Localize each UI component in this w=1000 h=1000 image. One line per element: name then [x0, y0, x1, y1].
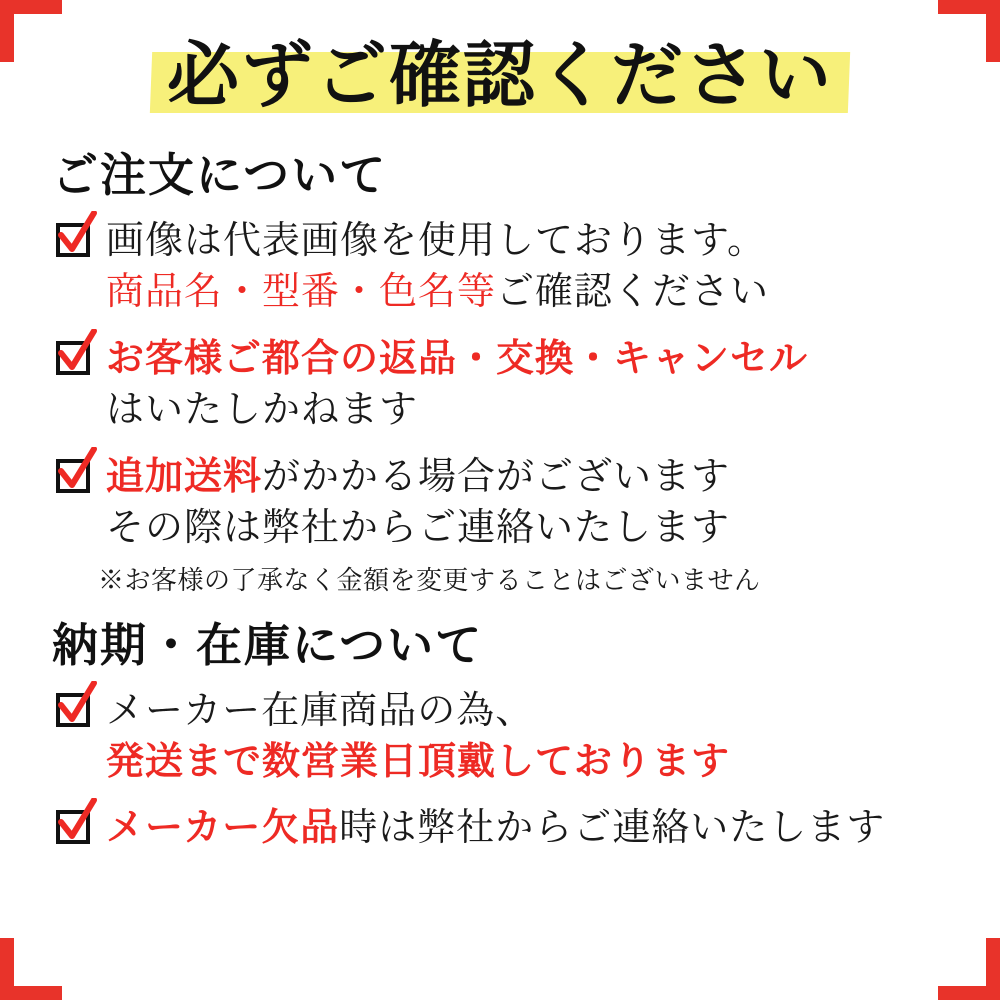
- emphasis-text: 商品名・型番・色名等: [106, 269, 497, 314]
- list-item: [52, 802, 956, 853]
- sections-root: [44, 139, 956, 853]
- item-text-line: [106, 215, 956, 266]
- item-text-line: [106, 451, 956, 502]
- body-text: その際は弊社からご連絡いたします: [106, 504, 731, 549]
- section-heading: 納期・在庫について: [52, 617, 484, 672]
- emphasis-text: 追加送料: [106, 453, 263, 499]
- body-text: メーカー在庫商品の為、: [106, 687, 535, 732]
- emphasis-text: メーカー欠品: [106, 804, 340, 850]
- section-heading: ご注文について: [52, 148, 388, 203]
- item-text-line: [106, 384, 956, 435]
- checkbox-checked-icon: [52, 804, 96, 848]
- body-text: 時は弊社からご連絡いたします: [339, 805, 886, 850]
- item-text-line: [106, 685, 956, 736]
- body-text: ご確認ください: [496, 269, 770, 314]
- page-title-text: 必ずご確認ください: [166, 32, 833, 117]
- item-text-line: [106, 333, 956, 384]
- notice-section: [44, 139, 956, 598]
- body-text: 画像は代表画像を使用しております。: [106, 218, 766, 263]
- page-title: [145, 34, 855, 117]
- item-text-block: [106, 333, 956, 435]
- checkbox-checked-icon: [52, 217, 96, 261]
- list-item: [52, 685, 956, 787]
- item-text-line: [106, 736, 956, 787]
- item-text-line: [106, 802, 956, 853]
- list-item: [52, 333, 956, 435]
- emphasis-text: 発送まで数営業日頂戴しております: [106, 737, 731, 783]
- item-text-block: [106, 685, 956, 787]
- item-text-block: [106, 215, 956, 317]
- list-item: [52, 451, 956, 553]
- list-item: [52, 215, 956, 317]
- checkbox-checked-icon: [52, 335, 96, 379]
- item-text-block: [106, 451, 956, 553]
- checkbox-checked-icon: [52, 687, 96, 731]
- notice-section: [44, 609, 956, 854]
- body-text: はいたしかねます: [106, 387, 419, 432]
- item-text-line: [106, 502, 956, 553]
- body-text: がかかる場合がございます: [262, 454, 731, 499]
- item-text-block: [106, 802, 956, 853]
- item-text-line: [106, 266, 956, 317]
- emphasis-text: お客様ご都合の返品・交換・キャンセル: [106, 335, 809, 381]
- checkbox-checked-icon: [52, 453, 96, 497]
- item-note: ※お客様の了承なく金額を変更することはございません: [98, 565, 761, 596]
- page-title-container: [44, 34, 956, 117]
